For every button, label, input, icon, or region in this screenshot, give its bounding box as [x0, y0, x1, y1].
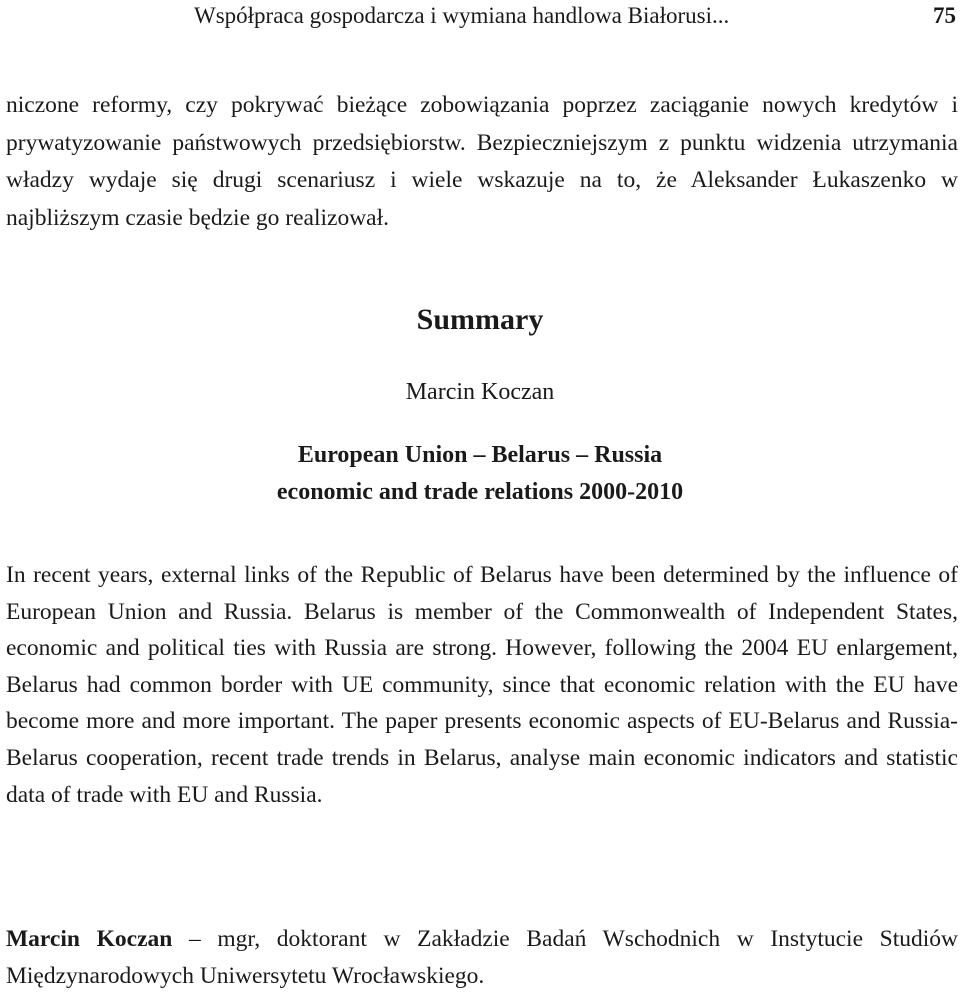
author-note-description: – mgr, doktorant w Zakładzie Badań Wschodnich w Instytucie Studiów Międzynarodowych Uniwersytetu Wrocławskiego.	[6, 926, 958, 989]
intro-paragraph: niczone reformy, czy pokrywać bieżące zobowiązania poprzez zaciąganie nowych kredytów i prywatyzowanie państwowych przedsiębiorstw. Bezpieczniejszym z punktu widzenia utrzymania władzy wydaje się drugi scenariusz i wiele wskazuje na to, że Aleksander Łukaszenko w najbliższym czasie będzie go realizował.	[6, 92, 958, 231]
summary-author: Marcin Koczan	[405, 379, 555, 405]
running-title: Współpraca gospodarcza i wymiana handlowa Białorusi...	[194, 3, 730, 28]
page-number: 75	[933, 3, 956, 28]
summary-title	[0, 437, 960, 511]
summary-heading: Summary	[416, 303, 544, 336]
author-note	[6, 921, 958, 994]
summary-title-line-2: economic and trade relations 2000-2010	[276, 479, 684, 505]
author-note-name: Marcin Koczan	[6, 926, 173, 952]
abstract-paragraph: In recent years, external links of the Republic of Belarus have been determined by the influence of European Union and Russia. Belarus is member of the Commonwealth of Independent States, economic and political ties with Russia are strong. However, following the 2004 EU enlargement, Belarus had common border with UE community, since that economic relation with the EU have become more and more important. The paper presents economic aspects of EU-Belarus and Russia-Belarus cooperation, recent trade trends in Belarus, analyse main economic indicators and statistic data of trade with EU and Russia.	[6, 562, 958, 808]
running-head	[0, 0, 958, 32]
summary-title-line-1: European Union – Belarus – Russia	[297, 442, 663, 468]
